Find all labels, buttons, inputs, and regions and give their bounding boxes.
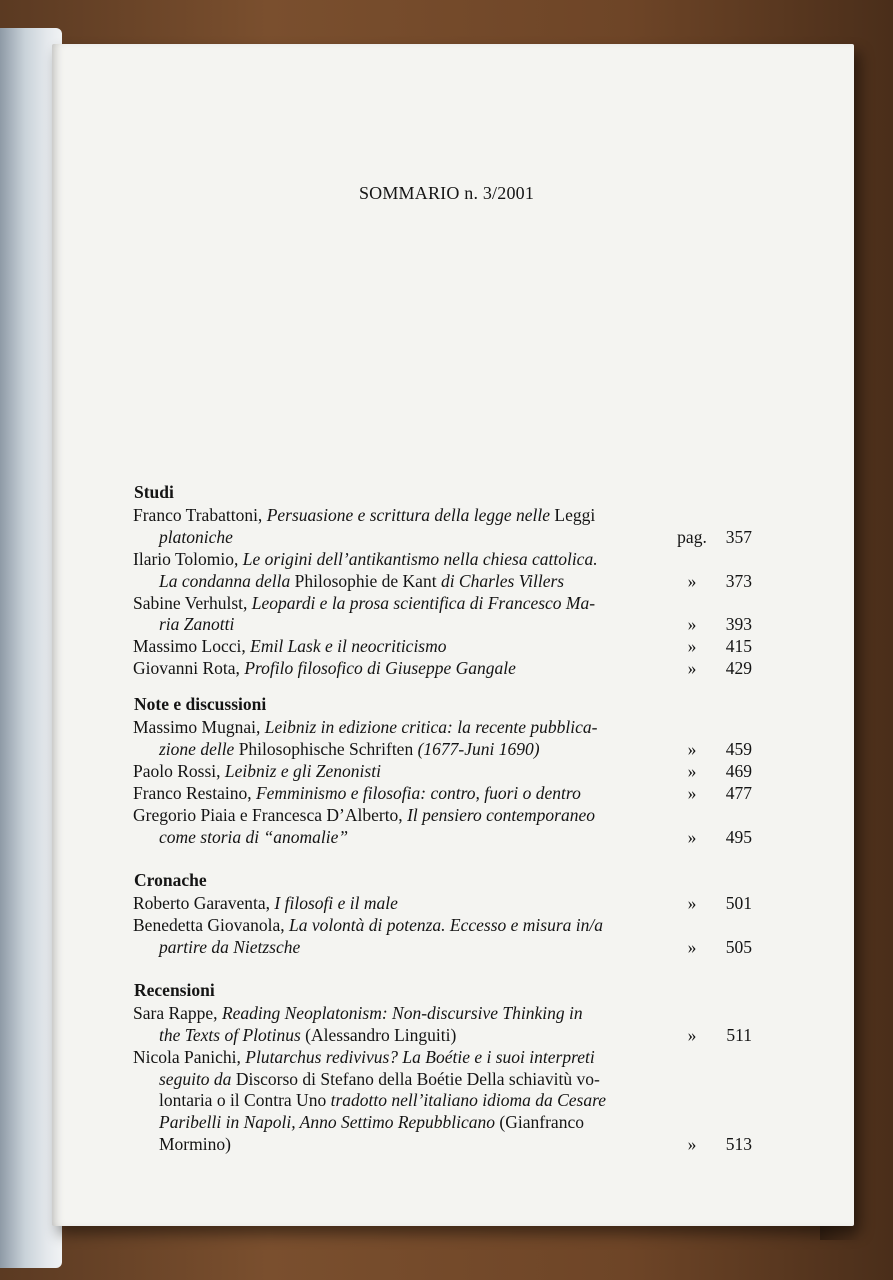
title-text: di Charles Villers: [440, 570, 565, 591]
author-text: Nicola Panichi,: [133, 1046, 246, 1067]
title-text: Profilo filosofico di Giuseppe Gangale: [244, 658, 516, 679]
page-marker: »: [687, 570, 697, 591]
title-text: La condanna della: [159, 570, 295, 591]
toc-entry-line: [133, 635, 447, 657]
author-text: Giovanni Rota,: [133, 658, 245, 679]
title-text: Leopardi e la prosa scientifica di Francesco Ma-: [251, 592, 596, 613]
toc-entry-line: [133, 1046, 595, 1068]
page-number: 459: [725, 738, 752, 759]
author-text: Leggi: [554, 505, 596, 525]
author-text: Ilario Tolomio,: [133, 548, 243, 569]
page-marker: »: [687, 636, 697, 657]
page-marker: »: [687, 738, 697, 759]
section-heading: Studi: [134, 482, 174, 502]
author-text: Roberto Garaventa,: [133, 893, 275, 913]
title-text: Leibniz in edizione critica: la recente pubblica-: [264, 717, 598, 737]
title-text: Emil Lask e il neocriticismo: [250, 636, 447, 657]
page-marker: »: [687, 782, 697, 803]
toc-page-ref: [672, 1133, 752, 1155]
author-text: Sabine Verhulst,: [133, 592, 252, 613]
page-number: 357: [725, 526, 752, 547]
author-text: Mormino): [159, 1134, 231, 1154]
page-marker: »: [687, 826, 697, 847]
toc-page-ref: [672, 782, 752, 804]
toc-page-ref: [672, 657, 752, 679]
author-text: Paolo Rossi,: [133, 760, 225, 781]
toc-entry-line: [159, 570, 564, 592]
toc-page-ref: [672, 570, 752, 592]
title-text: zione delle: [159, 738, 239, 759]
author-text: lontaria o il Contra Uno: [159, 1090, 331, 1111]
toc-page-ref: [672, 738, 752, 760]
toc-page-ref: [672, 936, 752, 958]
author-text: Massimo Mugnai,: [133, 717, 265, 737]
section-heading: Note e discussioni: [134, 694, 267, 714]
page-marker: »: [687, 658, 697, 679]
title-text: Persuasione e scrittura della legge nelle: [266, 505, 555, 525]
title-text: Paribelli in Napoli, Anno Settimo Repubblicano: [159, 1112, 500, 1133]
author-text: Sara Rappe,: [133, 1003, 222, 1023]
author-text: Benedetta Giovanola,: [133, 915, 289, 935]
page-marker: »: [687, 760, 697, 781]
toc-entry-line: [159, 613, 234, 635]
author-text: (Alessandro Linguiti): [305, 1024, 457, 1045]
toc-entry-line: [159, 526, 233, 548]
page-title: SOMMARIO n. 3/2001: [358, 183, 535, 203]
section-heading: Cronache: [134, 870, 207, 890]
author-text: Discorso di Stefano della Boétie Della schiavitù vo-: [235, 1068, 600, 1089]
toc-entry-line: [159, 826, 348, 848]
page-number: 415: [725, 636, 752, 657]
author-text: Philosophische Schriften: [238, 738, 418, 759]
title-text: I filosofi e il male: [274, 893, 398, 913]
title-text: tradotto nell’italiano idioma da Cesare: [330, 1090, 607, 1111]
page-marker: »: [687, 893, 697, 913]
toc-page-ref: [672, 760, 752, 782]
toc-page-ref: [672, 1024, 752, 1046]
toc-entry-line: [133, 548, 598, 570]
title-text: Le origini dell’antikantismo nella chiesa cattolica.: [242, 548, 598, 569]
author-text: Massimo Locci,: [133, 636, 251, 657]
title-text: Reading Neoplatonism: Non-discursive Thinking in: [221, 1003, 583, 1023]
page-number: 495: [725, 826, 752, 847]
toc-entry-line: [133, 657, 516, 679]
toc-entry-line: [159, 1133, 231, 1155]
title-text: seguito da: [159, 1068, 236, 1089]
page-number: 393: [725, 614, 752, 635]
title-text: partire da Nietzsche: [159, 936, 301, 957]
toc-page-ref: [672, 613, 752, 635]
toc-page-ref: [672, 526, 752, 548]
toc-entry-line: [133, 782, 581, 804]
page-marker: »: [687, 614, 697, 635]
title-text: Il pensiero contemporaneo: [407, 804, 595, 825]
page-number: 429: [725, 658, 752, 679]
title-text: the Texts of Plotinus: [159, 1024, 306, 1045]
author-text: Franco Trabattoni,: [133, 505, 267, 525]
page-marker: pag.: [677, 526, 707, 547]
page-number: 469: [725, 760, 752, 781]
section-heading: Recensioni: [134, 980, 215, 1000]
page-number: 511: [726, 1024, 752, 1045]
page-number: 501: [725, 893, 752, 913]
toc-entry-line: [133, 804, 595, 826]
toc-page-ref: [672, 635, 752, 657]
toc-entry-line: [159, 1089, 606, 1111]
toc-entry-line: [159, 936, 300, 958]
toc-entry-line: [159, 1024, 456, 1046]
page-number: 477: [725, 782, 752, 803]
toc-entry-line: [133, 760, 381, 782]
page-number: 513: [725, 1134, 752, 1154]
title-text: Plutarchus redivivus? La Boétie e i suoi interpreti: [245, 1046, 595, 1067]
page-marker: »: [687, 936, 697, 957]
author-text: Franco Restaino,: [133, 782, 256, 803]
toc-entry-line: [133, 592, 595, 614]
title-text: La volontà di potenza. Eccesso e misura in/a: [289, 915, 604, 935]
toc-entry-line: [159, 738, 540, 760]
title-text: Leibniz e gli Zenonisti: [224, 760, 381, 781]
title-text: come storia di “anomalie”: [159, 826, 349, 847]
title-text: Femminismo e filosofia: contro, fuori o dentro: [255, 782, 581, 803]
toc-page-ref: [672, 826, 752, 848]
toc-entry-line: [159, 1111, 584, 1133]
page-marker: »: [687, 1134, 697, 1154]
toc-entry-line: [133, 504, 595, 526]
page-marker: »: [687, 1024, 697, 1045]
toc-entry-line: [133, 914, 603, 936]
title-text: ria Zanotti: [159, 614, 235, 635]
toc-entry-line: [133, 1002, 583, 1024]
title-text: (1677-Juni 1690): [417, 738, 540, 759]
toc-entry-line: [133, 892, 398, 914]
author-text: Gregorio Piaia e Francesca D’Alberto,: [133, 804, 408, 825]
author-text: Philosophie de Kant: [294, 570, 441, 591]
toc-page-ref: [672, 892, 752, 914]
title-text: platoniche: [159, 526, 233, 547]
page-number: 373: [725, 570, 752, 591]
page-number: 505: [725, 936, 752, 957]
toc-entry-line: [159, 1068, 600, 1090]
toc-entry-line: [133, 716, 598, 738]
author-text: (Gianfranco: [499, 1112, 584, 1133]
